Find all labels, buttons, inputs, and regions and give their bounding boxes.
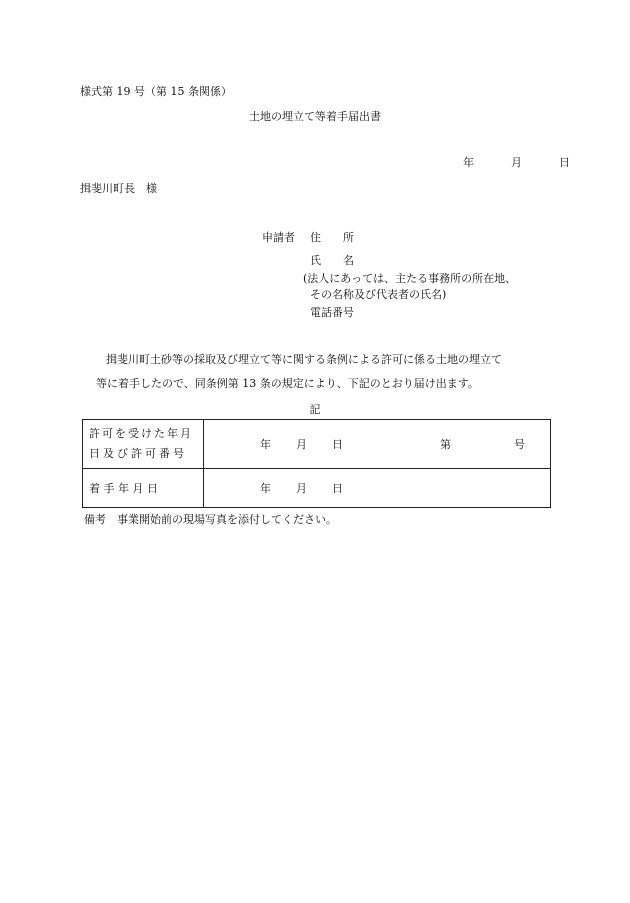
form-number: 様式第 19 号（第 15 条関係） [80, 85, 232, 98]
table-row [83, 420, 551, 469]
addressee: 揖斐川町長 様 [80, 182, 157, 195]
ki-heading: 記 [309, 403, 321, 416]
form-table [82, 419, 551, 508]
corporate-note-line2: その名称及び代表者の氏名) [310, 288, 447, 301]
address-field-label: 住 所 [310, 231, 354, 244]
start-date-label: 着 手 年 月 日 [89, 482, 158, 495]
permit-go-label: 号 [514, 438, 525, 451]
start-date-value-cell[interactable] [204, 469, 551, 508]
permit-label-line1: 許可を受けた年月 [89, 427, 193, 440]
document-title: 土地の埋立て等着手届出書 [249, 110, 381, 123]
date-month-label: 月 [511, 156, 522, 169]
permit-year-label: 年 [260, 438, 271, 451]
start-day-label: 日 [332, 482, 343, 495]
permit-value-cell[interactable] [204, 420, 551, 469]
date-year-label: 年 [463, 156, 474, 169]
body-text-line2: 等に着手したので、同条例第 13 条の規定により、下記のとおり届け出ます。 [96, 377, 479, 390]
start-month-label: 月 [296, 482, 307, 495]
date-day-label: 日 [559, 156, 570, 169]
name-field-label: 氏 名 [310, 254, 354, 267]
start-date-label-cell [83, 469, 204, 508]
applicant-label: 申請者 [262, 231, 295, 244]
body-text-line1: 揖斐川町土砂等の採取及び埋立て等に関する条例による許可に係る土地の埋立て [106, 353, 502, 366]
remarks: 備考 事業開始前の現場写真を添付してください。 [84, 513, 337, 526]
permit-label-cell [83, 420, 204, 469]
permit-month-label: 月 [296, 438, 307, 451]
date-line [463, 157, 570, 168]
permit-dai-label: 第 [440, 438, 451, 451]
permit-label-line2: 日及び許可番号 [89, 447, 187, 460]
phone-field-label: 電話番号 [310, 306, 354, 319]
corporate-note-line1: (法人にあっては、主たる事務所の所在地、 [303, 272, 517, 285]
permit-day-label: 日 [332, 438, 343, 451]
table-row [83, 469, 551, 508]
start-year-label: 年 [260, 482, 271, 495]
